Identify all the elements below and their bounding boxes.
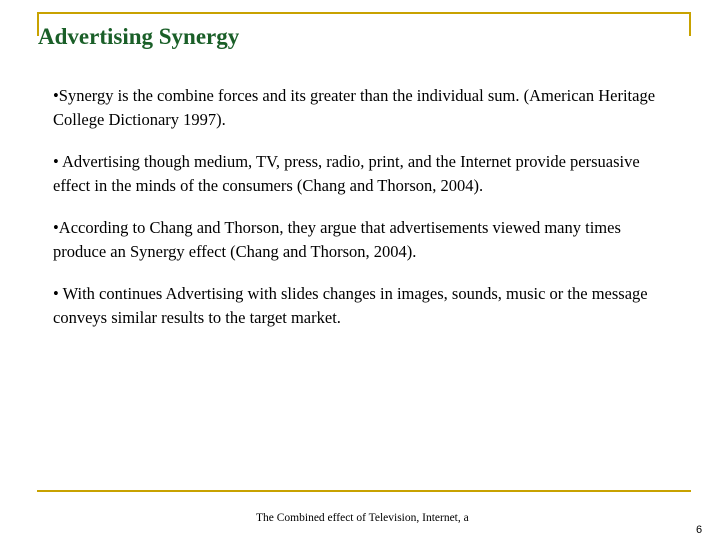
bullet-chang-thorson: •According to Chang and Thorson, they argue that advertisements viewed many times produce an Synergy effect (Chang and Thorson, 2004). (53, 218, 621, 261)
page-number: 6 (696, 524, 703, 536)
top-border-line (37, 12, 691, 14)
slide-footer: The Combined effect of Television, Internet, a (256, 512, 469, 524)
bottom-border-line (37, 490, 691, 492)
bullet-advertising-medium: • Advertising though medium, TV, press, radio, print, and the Internet provide persuasive effect in the minds of the consumers (Chang and Thorson, 2004). (53, 152, 640, 195)
right-border-line (689, 12, 691, 36)
slide-content (53, 84, 673, 348)
slide-title: Advertising Synergy (38, 24, 240, 49)
bullet-synergy-definition: •Synergy is the combine forces and its greater than the individual sum. (American Heritage College Dictionary 1997). (53, 86, 656, 129)
bullet-continues-advertising: • With continues Advertising with slides changes in images, sounds, music or the message conveys similar results to the target market. (53, 284, 648, 327)
